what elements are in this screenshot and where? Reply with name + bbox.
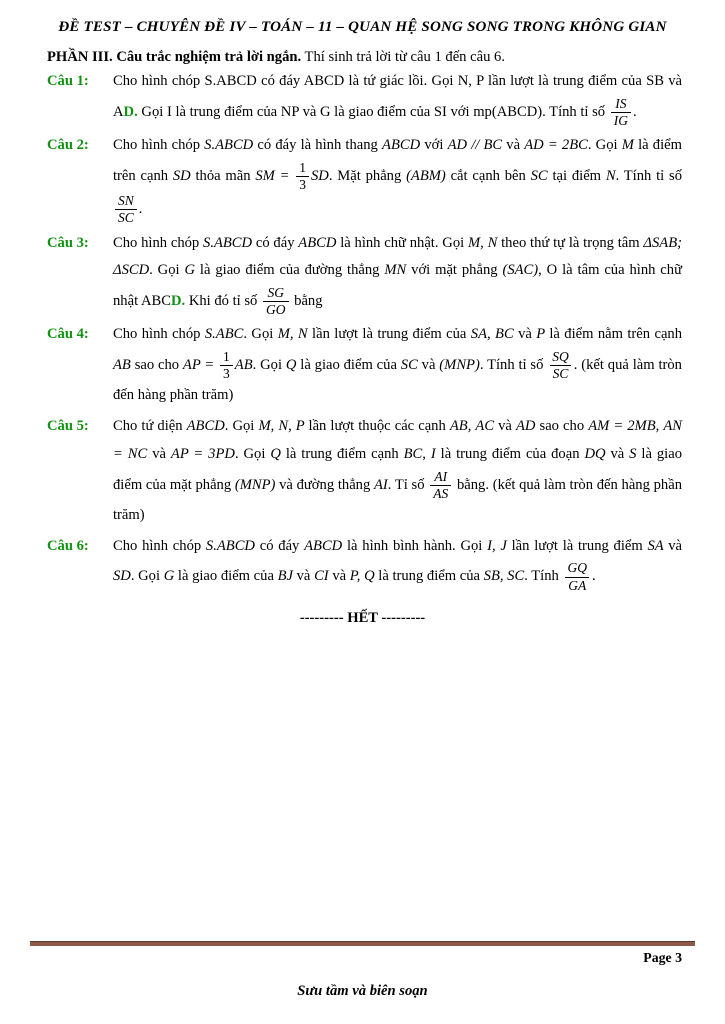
fraction: $\frac{1}{3}$ bbox=[220, 349, 233, 382]
plain-text: là hình bình hành. Gọi bbox=[346, 537, 488, 554]
plain-text: là trung điểm của đoạn bbox=[440, 445, 585, 462]
plain-text: . Tỉ số bbox=[387, 476, 429, 493]
plain-text: . Gọi bbox=[252, 357, 286, 374]
math-text: AN = NC bbox=[113, 418, 682, 462]
plain-text: là trung điểm của bbox=[378, 568, 484, 585]
plain-text: cắt cạnh bên bbox=[450, 167, 531, 184]
plain-text: là giao điểm của đường thẳng bbox=[199, 262, 385, 279]
plain-text: và bbox=[332, 568, 350, 585]
math-text: AD bbox=[515, 418, 540, 435]
math-text: SA, BC bbox=[470, 326, 519, 343]
plain-text: và bbox=[421, 357, 440, 374]
math-text: P bbox=[295, 418, 309, 435]
plain-text: . bbox=[138, 201, 143, 218]
math-text: SC bbox=[400, 357, 422, 374]
math-text: DQ bbox=[584, 445, 611, 462]
plain-text: và bbox=[498, 418, 516, 435]
fraction: $\frac{SQ}{SC}$ bbox=[549, 349, 572, 382]
math-text: SD bbox=[113, 568, 131, 585]
plain-text: bằng bbox=[290, 293, 323, 310]
fraction: $\frac{1}{3}$ bbox=[296, 160, 309, 193]
plain-text: . Tính bbox=[524, 568, 563, 585]
plain-text: . Mặt phẳng bbox=[328, 167, 407, 184]
math-text: P, Q bbox=[349, 568, 379, 585]
question-3-label: Câu 3: bbox=[47, 234, 89, 251]
math-text: MN bbox=[384, 262, 412, 279]
plain-text: và bbox=[506, 137, 525, 154]
math-text: G bbox=[163, 568, 178, 585]
math-text: BJ bbox=[277, 568, 297, 585]
question-2 bbox=[47, 132, 682, 226]
math-text: (MNP) bbox=[439, 357, 480, 374]
question-3-text bbox=[113, 230, 682, 319]
math-text: S bbox=[629, 445, 642, 462]
plain-text: . Gọi bbox=[243, 326, 278, 343]
question-3 bbox=[47, 230, 682, 319]
math-text: S.ABC bbox=[204, 326, 244, 343]
math-text: AB bbox=[449, 418, 468, 435]
plain-text: Cho hình chóp bbox=[113, 537, 206, 554]
plain-text: Cho hình chóp S.ABCD có đáy ABCD là tứ giác lồi. Gọi N, P lần lượt là trung điểm của SB và A bbox=[113, 73, 682, 120]
math-text: (MNP) bbox=[234, 476, 280, 493]
plain-text: lần lượt là trung điểm của bbox=[312, 326, 471, 343]
footer-rule bbox=[30, 941, 695, 946]
plain-text: lần lượt là trung điểm bbox=[511, 537, 648, 554]
plain-text: . bbox=[633, 103, 637, 120]
plain-text: và bbox=[610, 445, 630, 462]
plain-text: . Tính tỉ số bbox=[615, 167, 682, 184]
math-text: S.ABCD bbox=[204, 137, 258, 154]
plain-text: là điểm nằm trên cạnh bbox=[549, 326, 683, 343]
math-text: Q bbox=[285, 357, 301, 374]
plain-text: . Gọi bbox=[130, 568, 164, 585]
math-text: AC bbox=[475, 418, 499, 435]
plain-text: có đáy bbox=[255, 234, 299, 251]
plain-text: Cho hình chóp bbox=[113, 326, 205, 343]
plain-text: , bbox=[422, 445, 431, 462]
math-text: (SAC) bbox=[502, 262, 539, 279]
math-text: SA bbox=[647, 537, 669, 554]
question-4-text bbox=[113, 321, 682, 410]
plain-text: Gọi I là trung điểm của NP và G là giao điểm của SI với mp(ABCD). Tính tỉ số bbox=[137, 103, 609, 120]
plain-text: Cho tứ diện bbox=[113, 418, 187, 435]
question-6-label: Câu 6: bbox=[47, 537, 89, 554]
math-text: ABCD bbox=[382, 137, 425, 154]
plain-text: Khi đó tỉ số bbox=[185, 293, 261, 310]
math-text: BC bbox=[403, 445, 423, 462]
plain-text: là giao điểm của bbox=[177, 568, 278, 585]
plain-text: sao cho bbox=[134, 357, 183, 374]
question-2-text bbox=[113, 132, 682, 226]
math-text: N bbox=[605, 167, 616, 184]
end-of-test-marker: --------- HẾT --------- bbox=[299, 609, 426, 626]
plain-text: bằng. (kết quả làm tròn đến hàng phần trăm) bbox=[113, 476, 682, 523]
plain-text: thỏa mãn bbox=[195, 167, 256, 184]
fraction: $\frac{IS}{IG}$ bbox=[611, 96, 631, 129]
math-text: AB bbox=[234, 357, 253, 374]
part-heading-instruction: Thí sinh trả lời từ câu 1 đến câu 6. bbox=[301, 49, 505, 65]
math-text: SB, SC bbox=[483, 568, 525, 585]
math-text: P bbox=[536, 326, 550, 343]
math-text: SC bbox=[530, 167, 553, 184]
plain-text: tại điểm bbox=[552, 167, 606, 184]
math-text: N bbox=[278, 418, 289, 435]
math-text: ABCD bbox=[298, 234, 341, 251]
math-text: (ABM) bbox=[406, 167, 451, 184]
part-heading-bold: PHẦN III. Câu trắc nghiệm trả lời ngắn. bbox=[47, 49, 302, 65]
plain-text: với mặt phẳng bbox=[411, 262, 503, 279]
question-4 bbox=[47, 321, 682, 410]
question-2-label: Câu 2: bbox=[47, 137, 89, 154]
question-1-text bbox=[113, 68, 682, 129]
math-text: SD bbox=[311, 167, 329, 184]
plain-text: , bbox=[467, 418, 476, 435]
math-text: ABCD bbox=[186, 418, 225, 435]
question-1-label: Câu 1: bbox=[47, 73, 89, 89]
plain-text: có đáy là hình thang bbox=[257, 137, 383, 154]
footer-credit: Sưu tầm và biên soạn bbox=[297, 983, 428, 999]
question-6-text bbox=[113, 533, 682, 594]
math-text: I bbox=[430, 445, 441, 462]
plain-text: , bbox=[270, 418, 279, 435]
math-text: M, N bbox=[467, 234, 502, 251]
question-4-label: Câu 4: bbox=[47, 326, 89, 343]
plain-text: . Gọi bbox=[224, 418, 259, 435]
plain-text: và bbox=[668, 537, 682, 554]
plain-text: lần lượt thuộc các cạnh bbox=[308, 418, 450, 435]
math-text: CI bbox=[314, 568, 333, 585]
math-text: SM = bbox=[255, 167, 295, 184]
plain-text: và đường thẳng bbox=[279, 476, 374, 493]
plain-text: . Gọi bbox=[149, 262, 185, 279]
math-text: AP = bbox=[182, 357, 219, 374]
question-5-label: Câu 5: bbox=[47, 418, 89, 435]
question-list bbox=[47, 68, 682, 594]
plain-text: Cho hình chóp bbox=[113, 234, 204, 251]
plain-text: và bbox=[518, 326, 537, 343]
math-text: AI bbox=[373, 476, 388, 493]
plain-text: là điểm trên cạnh bbox=[113, 137, 682, 184]
plain-text: . (kết quả làm tròn đến hàng phần trăm) bbox=[113, 357, 682, 404]
fraction: $\frac{SG}{GO}$ bbox=[263, 285, 289, 318]
plain-text: có đáy bbox=[259, 537, 305, 554]
plain-text: , O là tâm của hình chữ nhật ABC bbox=[113, 262, 682, 310]
highlighted-letter: D. bbox=[123, 103, 138, 120]
highlighted-letter: D. bbox=[170, 293, 186, 310]
math-text: AP = 3PD bbox=[170, 445, 235, 462]
fraction: $\frac{SN}{SC}$ bbox=[115, 193, 137, 226]
plain-text: , bbox=[655, 418, 664, 435]
question-5-text bbox=[113, 413, 682, 530]
math-text: I, J bbox=[487, 537, 512, 554]
plain-text: . bbox=[591, 568, 596, 585]
question-5 bbox=[47, 413, 682, 530]
math-text: M bbox=[621, 137, 639, 154]
plain-text: . Gọi bbox=[234, 445, 271, 462]
plain-text: là giao điểm của mặt phẳng bbox=[113, 445, 682, 493]
math-text: G bbox=[184, 262, 200, 279]
plain-text: với bbox=[424, 137, 448, 154]
plain-text: là trung điểm cạnh bbox=[285, 445, 404, 462]
plain-text: sao cho bbox=[539, 418, 589, 435]
plain-text: . Tính tỉ số bbox=[479, 357, 548, 374]
math-text: S.ABCD bbox=[203, 234, 256, 251]
math-text: AD // BC bbox=[447, 137, 507, 154]
plain-text: là giao điểm của bbox=[300, 357, 401, 374]
document-title: ĐỀ TEST – CHUYÊN ĐỀ IV – TOÁN – 11 – QUAN HỆ SONG SONG TRONG KHÔNG GIAN bbox=[58, 19, 667, 35]
math-text: ABCD bbox=[304, 537, 347, 554]
math-text: S.ABCD bbox=[205, 537, 260, 554]
plain-text: và bbox=[152, 445, 171, 462]
math-text: AM = 2MB bbox=[588, 418, 656, 435]
plain-text: Cho hình chóp bbox=[113, 137, 205, 154]
plain-text: là hình chữ nhật. Gọi bbox=[340, 234, 468, 251]
question-1 bbox=[47, 68, 682, 129]
math-text: M bbox=[258, 418, 271, 435]
math-text: ΔSAB; ΔSCD bbox=[113, 234, 682, 279]
math-text: AB bbox=[113, 357, 135, 374]
page-number: Page 3 bbox=[643, 950, 682, 965]
part-heading bbox=[47, 49, 682, 66]
math-text: SD bbox=[172, 167, 196, 184]
plain-text: . Gọi bbox=[587, 137, 622, 154]
plain-text: và bbox=[296, 568, 315, 585]
math-text: Q bbox=[270, 445, 286, 462]
fraction: $\frac{GQ}{GA}$ bbox=[564, 560, 590, 593]
math-text: AD = 2BC bbox=[524, 137, 588, 154]
question-6 bbox=[47, 533, 682, 594]
math-text: M, N bbox=[277, 326, 313, 343]
plain-text: theo thứ tự là trọng tâm bbox=[501, 234, 644, 251]
fraction: $\frac{AI}{AS}$ bbox=[430, 469, 451, 502]
plain-text: , bbox=[288, 418, 296, 435]
